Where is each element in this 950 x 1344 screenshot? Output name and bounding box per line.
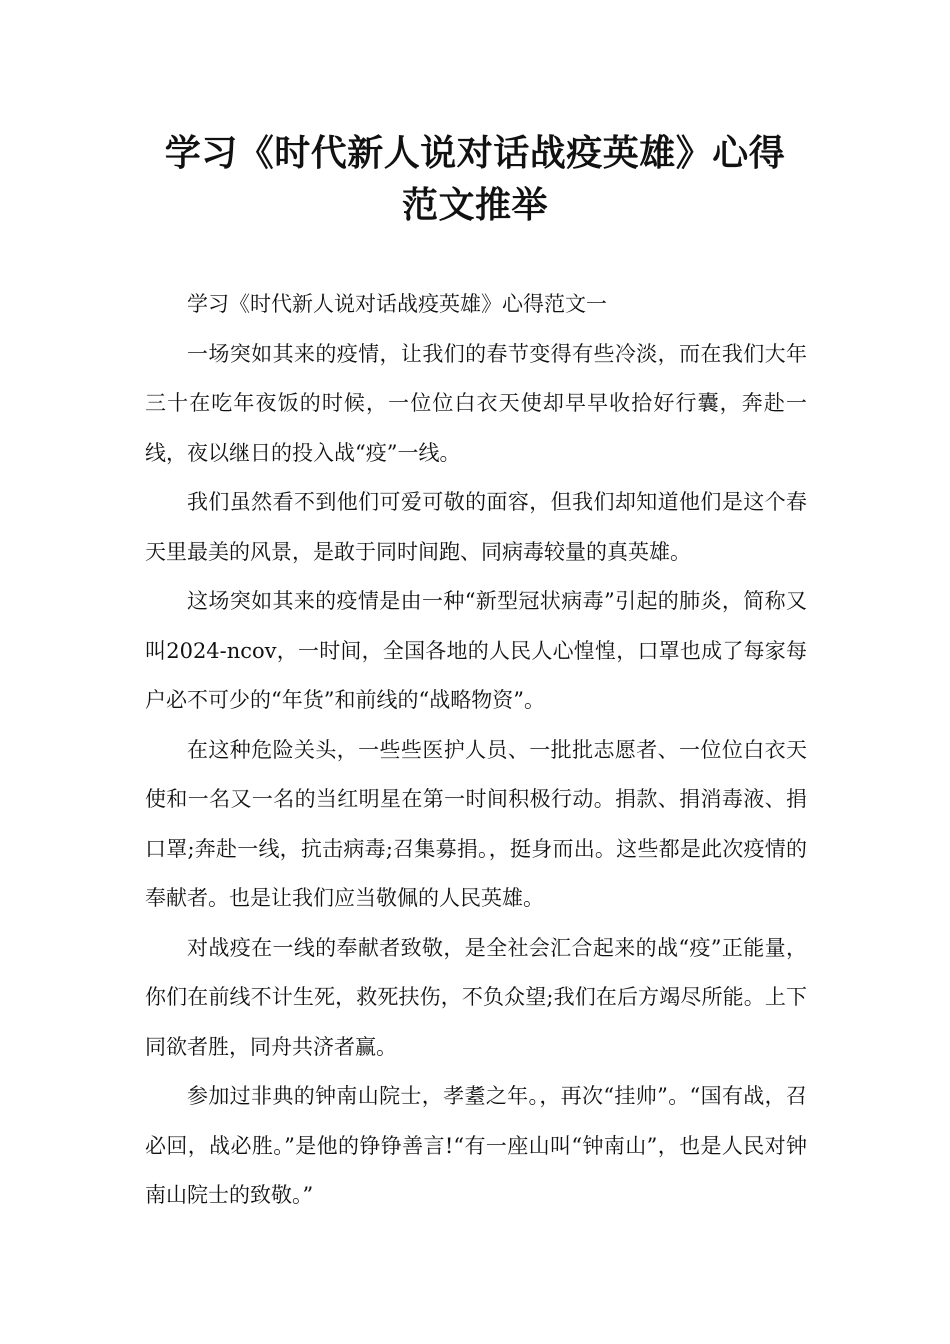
paragraph: 这场突如其来的疫情是由一种“新型冠状病毒”引起的肺炎，简称又叫2024-ncov，一时间，全国各地的人民人心惶惶，口罩也成了每家每户必不可少的“年货”和前线的“战略物资”。 <box>145 589 807 712</box>
document-title <box>120 128 830 232</box>
section-heading: 学习《时代新人说对话战疫英雄》心得范文一 <box>187 292 607 316</box>
document-body <box>145 280 807 1221</box>
paragraph: 一场突如其来的疫情，让我们的春节变得有些冷淡，而在我们大年三十在吃年夜饭的时候，一位位白衣天使却早早收拾好行囊，奔赴一线，夜以继日的投入战“疫”一线。 <box>145 341 807 465</box>
title-line-2: 范文推举 <box>401 185 548 226</box>
paragraph: 对战疫在一线的奉献者致敬，是全社会汇合起来的战“疫”正能量，你们在前线不计生死，救死扶伤，不负众望;我们在后方竭尽所能。上下同欲者胜，同舟共济者赢。 <box>145 935 807 1059</box>
paragraph: 参加过非典的钟南山院士，孝耋之年。，再次“挂帅”。“国有战，召必回，战必胜。”是他的铮铮善言!“有一座山叫“钟南山”，也是人民对钟南山院士的致敬。” <box>145 1084 807 1207</box>
paragraph: 在这种危险关头，一些些医护人员、一批批志愿者、一位位白衣天 使和一名又一名的当红明星在第一时间积极行动。捐款、捐消毒液、捐口罩;奔赴一线，抗击病毒;召集募捐。，挺身而出。这些都是此次疫情的奉献者。也是让我们应当敬佩的人民英雄。 <box>145 737 807 910</box>
paragraph: 我们虽然看不到他们可爱可敬的面容，但我们却知道他们是这个春天里最美的风景，是敢于同时间跑、同病毒较量的真英雄。 <box>145 490 807 564</box>
title-line-1: 学习《时代新人说对话战疫英雄》心得 <box>164 133 786 174</box>
